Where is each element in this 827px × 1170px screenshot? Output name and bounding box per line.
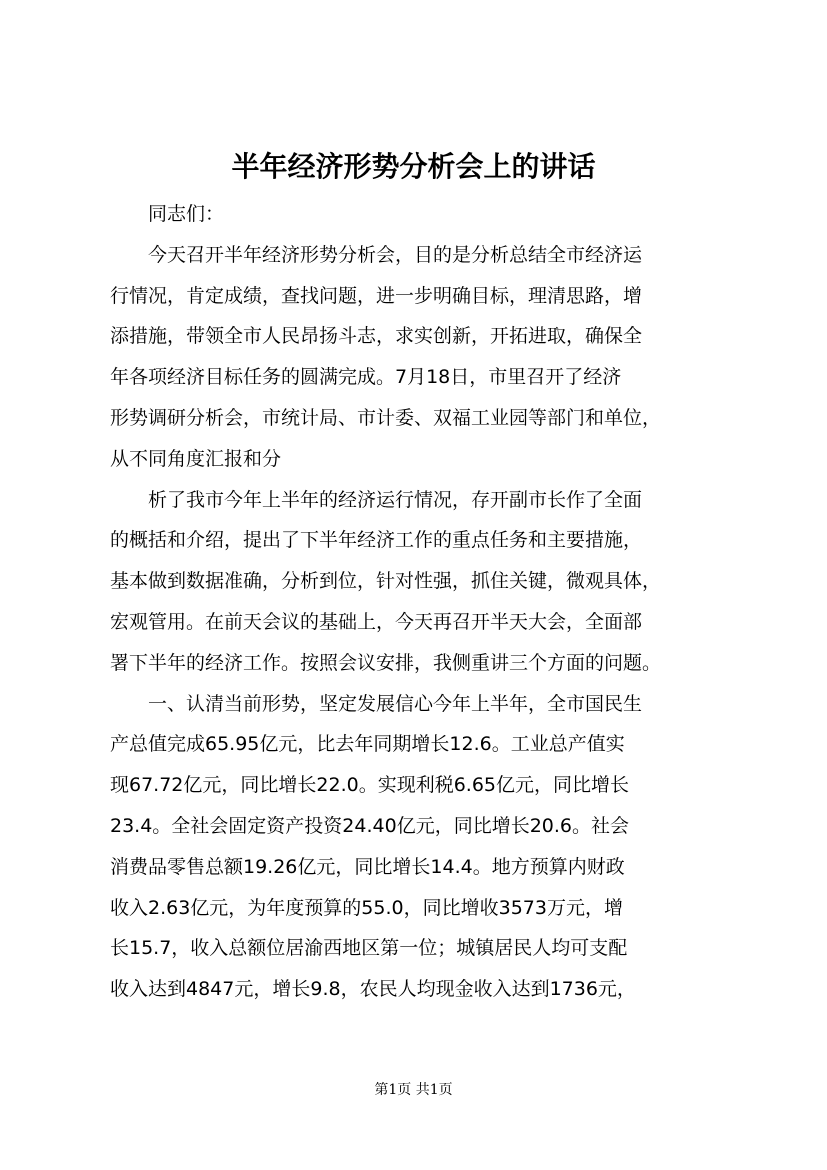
page-number-footer: 第1页 共1页	[374, 1082, 453, 1098]
paragraph: 一、认清当前形势，坚定发展信心今年上半年，全市国民生 产总值完成65.95亿元，比去年同期增长12.6。工业总产值实 现67.72亿元，同比增长22.0。实现利税6.65亿元，同比增长 23.4。全社会固定资产投资24.40亿元，同比增长20.6。社会 消费品零售总额19.26亿元，同比增长14.4。地方预算内财政 收入2.63亿元，为年度预算的55.0，同比增收3573万元，增 长15.7，收入总额位居渝西地区第一位；城镇居民人均可支配 收入达到4847元，增长9.8，农民人均现金收入达到1736元，	[110, 692, 643, 1001]
paragraph: 析了我市今年上半年的经济运行情况，存开副市长作了全面 的概括和介绍，提出了下半年经济工作的重点任务和主要措施， 基本做到数据准确，分析到位，针对性强，抓住关键，微观具体， 宏观管用。在前天会议的基础上，今天再召开半天大会，全面部 署下半年的经济工作。按照会议安排，我侧重讲三个方面的问题。	[110, 488, 662, 674]
salutation: 同志们：	[148, 203, 225, 225]
document-body	[110, 194, 722, 1010]
document-title: 半年经济形势分析会上的讲话	[231, 150, 596, 183]
paragraph: 今天召开半年经济形势分析会，目的是分析总结全市经济运 行情况，肯定成绩，查找问题，进一步明确目标，理清思路，增 添措施，带领全市人民昂扬斗志，求实创新，开拓进取，确保全 年各项经济目标任务的圆满完成。7月18日，市里召开了经济 形势调研分析会，市统计局、市计委、双福工业园等部门和单位， 从不同角度汇报和分	[110, 243, 662, 470]
